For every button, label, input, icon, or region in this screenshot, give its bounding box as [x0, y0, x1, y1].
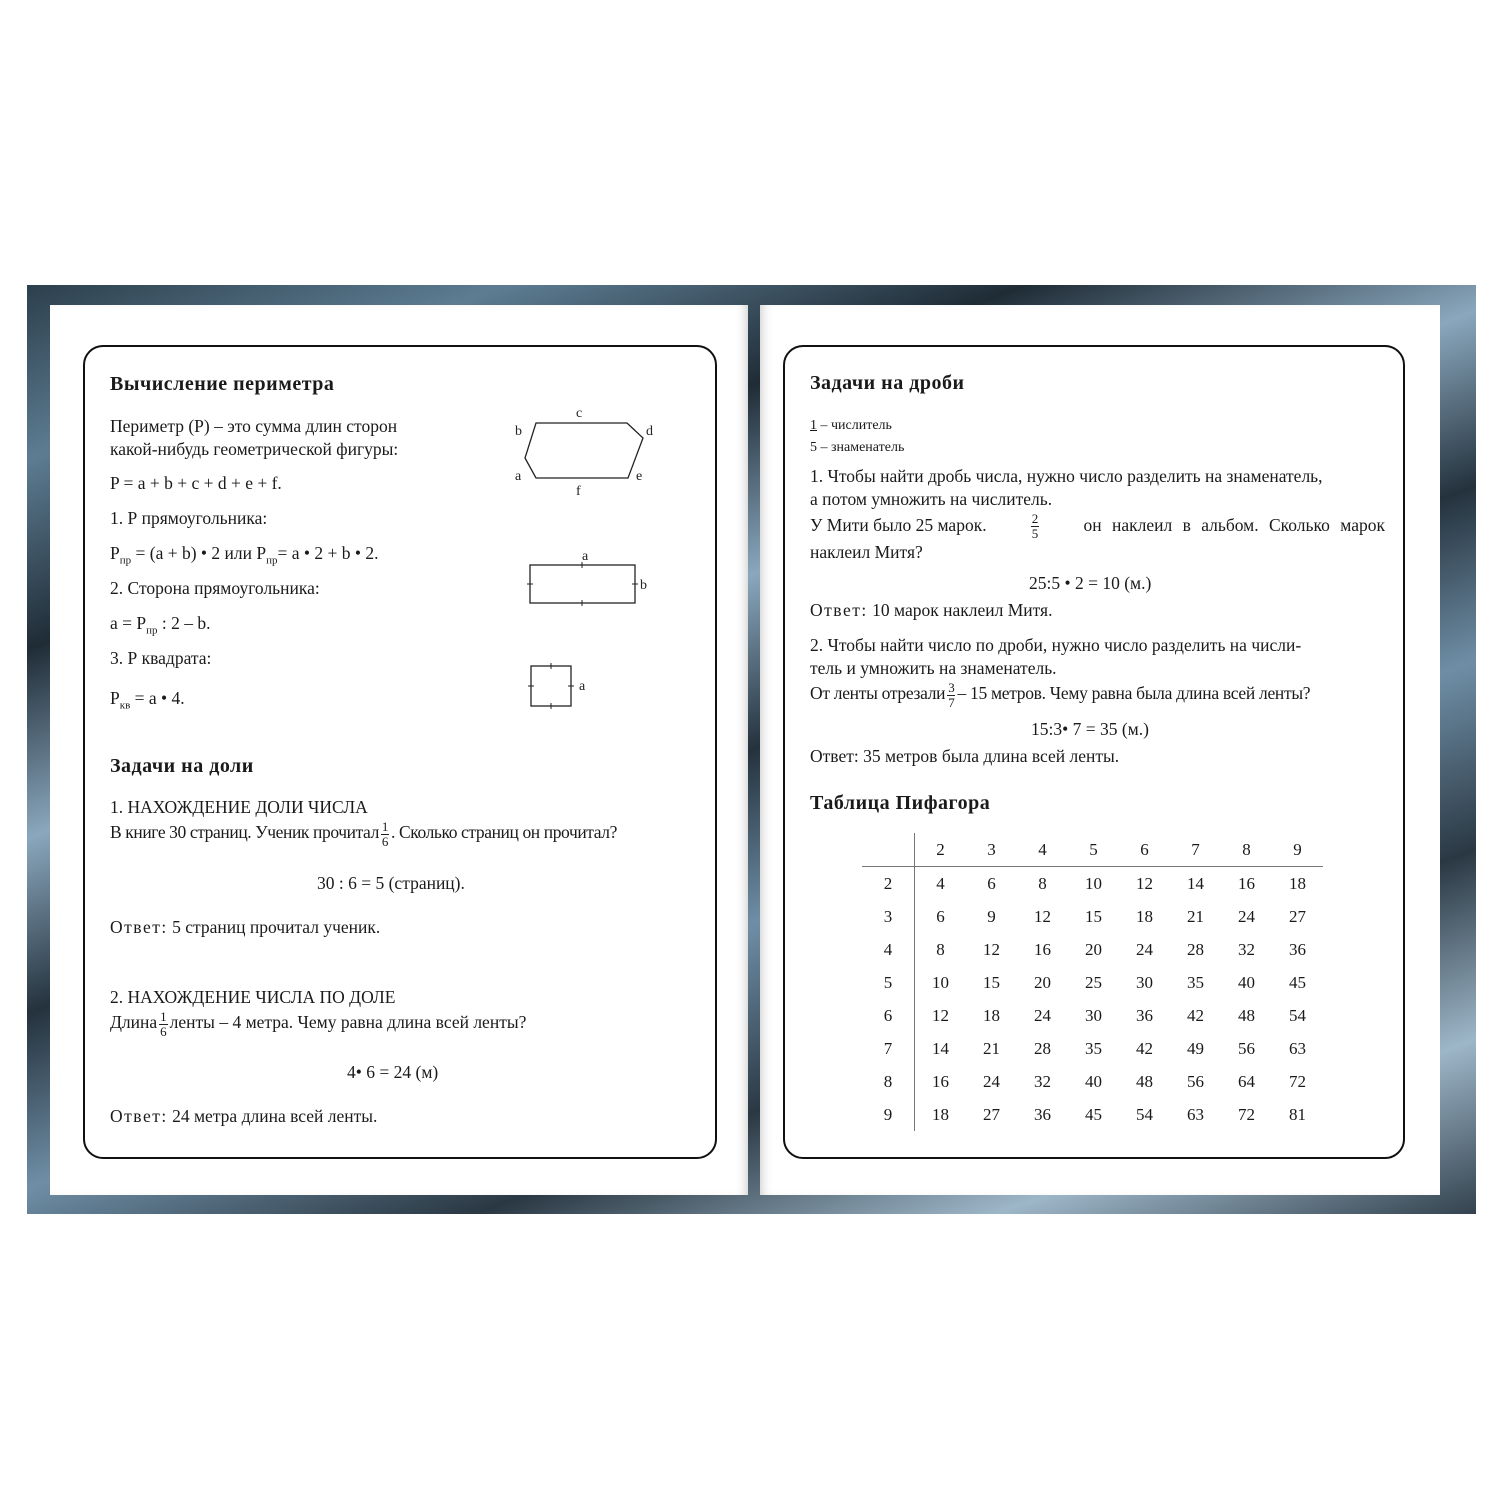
denominator: 5 [1031, 525, 1039, 541]
table-cell: 28 [1187, 939, 1204, 959]
pythagoras-title: Таблица Пифагора [810, 792, 991, 814]
denominator: 6 [160, 1023, 167, 1039]
task2-answer [110, 1108, 377, 1126]
column-header: 4 [1017, 833, 1068, 867]
table-cell: 42 [1136, 1038, 1153, 1058]
hex-label-d: d [646, 424, 653, 439]
table-cell: 14 [932, 1038, 949, 1058]
rect-label-b: b [640, 578, 647, 593]
table-cell: 56 [1187, 1071, 1204, 1091]
table-cell: 21 [1187, 906, 1204, 926]
table-cell: 30 [1136, 972, 1153, 992]
perimeter-title: Вычисление периметра [110, 373, 335, 395]
table-cell: 18 [1136, 906, 1153, 926]
geometry-diagrams [500, 400, 680, 720]
table-cell: 49 [1187, 1038, 1204, 1058]
table-cell: 10 [932, 972, 949, 992]
subscript: пр [146, 624, 158, 637]
table-cell: 27 [1289, 906, 1306, 926]
rule2-line2: тель и умножить на знаменатель. [810, 658, 1057, 678]
denominator: 5 [810, 440, 817, 455]
column-header: 8 [1221, 833, 1272, 867]
table-cell: 63 [1187, 1104, 1204, 1124]
hex-label-b: b [515, 424, 522, 439]
fraction-task1-answer [810, 602, 1052, 620]
text: P [110, 688, 120, 708]
task2-solution: 4• 6 = 24 (м) [347, 1062, 439, 1082]
table-row [862, 1065, 1323, 1098]
table-row [862, 999, 1323, 1032]
corner-cell [862, 833, 915, 867]
column-header: 6 [1119, 833, 1170, 867]
table-cell: 8 [1038, 873, 1047, 893]
subscript: пр [119, 554, 132, 567]
text: : 2 – b. [157, 613, 211, 633]
task1-heading: 1. НАХОЖДЕНИЕ ДОЛИ ЧИСЛА [110, 797, 368, 817]
square-perimeter-formula [110, 690, 185, 712]
table-cell: 45 [1085, 1104, 1102, 1124]
hex-label-c: c [576, 406, 583, 421]
table-cell: 6 [936, 906, 945, 926]
rect-side-formula [110, 615, 211, 637]
text: В книге 30 страниц. Ученик прочитал [110, 822, 379, 843]
table-cell: 15 [983, 972, 1000, 992]
row-header: 7 [862, 1032, 915, 1065]
shares-title: Задачи на доли [110, 755, 254, 777]
row-header: 5 [862, 966, 915, 999]
rect-perimeter-heading: 1. Р прямоугольника: [110, 508, 268, 528]
table-cell: 36 [1136, 1005, 1153, 1025]
answer-label: Ответ: [810, 600, 868, 620]
rule1-line1: 1. Чтобы найти дробь числа, нужно число разделить на знаменатель, [810, 466, 1323, 486]
table-cell: 8 [936, 939, 945, 959]
numerator: 1 [810, 418, 817, 433]
text: = (a + b) • 2 или P [131, 543, 267, 563]
table-cell: 24 [1034, 1005, 1051, 1025]
numerator: 1 [160, 1009, 167, 1024]
text: – числитель [817, 418, 892, 433]
square-perimeter-heading: 3. Р квадрата: [110, 648, 212, 668]
table-cell: 16 [1034, 939, 1051, 959]
table-cell: 12 [983, 939, 1000, 959]
fraction [159, 1010, 168, 1038]
table-cell: 40 [1085, 1071, 1102, 1091]
table-cell: 81 [1289, 1104, 1306, 1124]
table-cell: 20 [1034, 972, 1051, 992]
fraction [381, 820, 389, 848]
table-cell: 45 [1289, 972, 1306, 992]
table-cell: 24 [1238, 906, 1255, 926]
table-header-row [862, 833, 1323, 867]
table-cell: 32 [1238, 939, 1255, 959]
subscript: кв [119, 699, 131, 712]
table-cell: 35 [1085, 1038, 1102, 1058]
fractions-title: Задачи на дроби [810, 372, 965, 394]
fraction-task2-solution: 15:3• 7 = 35 (м.) [1031, 719, 1149, 739]
text: . Сколько страниц он прочитал? [391, 822, 617, 843]
table-row [862, 900, 1323, 933]
hex-label-e: e [636, 469, 643, 484]
table-cell: 15 [1085, 906, 1102, 926]
row-header: 9 [862, 1098, 915, 1131]
hex-label-f: f [576, 484, 581, 499]
table-cell: 24 [983, 1071, 1000, 1091]
text: От ленты отрезали [810, 683, 946, 704]
table-cell: 27 [983, 1104, 1000, 1124]
text: У Мити было 25 марок. [810, 515, 987, 536]
table-row [862, 867, 1323, 901]
text: P [110, 543, 120, 563]
table-cell: 14 [1187, 873, 1204, 893]
fraction-task2-answer: Ответ: 35 метров была длина всей ленты. [810, 746, 1120, 766]
column-header: 2 [915, 833, 967, 867]
text: a = P [110, 613, 147, 633]
column-header: 9 [1272, 833, 1323, 867]
table-cell: 54 [1136, 1104, 1153, 1124]
task1-answer [110, 919, 380, 937]
fraction [1031, 512, 1040, 540]
table-cell: 18 [1289, 873, 1306, 893]
table-cell: 12 [932, 1005, 949, 1025]
perimeter-def-line2: какой-нибудь геометрической фигуры: [110, 439, 399, 459]
column-header: 7 [1170, 833, 1221, 867]
rule1-line2: а потом умножить на числитель. [810, 489, 1053, 509]
denominator: 6 [381, 833, 389, 849]
text: 10 марок наклеил Митя. [867, 600, 1053, 620]
table-cell: 16 [932, 1071, 949, 1091]
perimeter-formula: P = a + b + c + d + e + f. [110, 473, 282, 493]
task1-line2: наклеил Митя? [810, 542, 923, 562]
hex-label-a: a [515, 469, 522, 484]
table-cell: 30 [1085, 1005, 1102, 1025]
table-cell: 4 [936, 873, 945, 893]
square-shape [531, 666, 571, 706]
subscript: пр [266, 554, 278, 567]
table-cell: 24 [1136, 939, 1153, 959]
table-row [862, 1032, 1323, 1065]
hexagon-shape [525, 423, 643, 478]
text: = a • 2 + b • 2. [277, 543, 379, 563]
text: он наклеил в альбом. Сколько марок [1083, 515, 1385, 536]
table-cell: 36 [1289, 939, 1306, 959]
table-cell: 42 [1187, 1005, 1204, 1025]
rect-perimeter-formula [110, 545, 379, 567]
numerator: 3 [948, 680, 955, 695]
rect-label-a: a [582, 549, 589, 564]
table-cell: 36 [1034, 1104, 1051, 1124]
task2-heading: 2. НАХОЖДЕНИЕ ЧИСЛА ПО ДОЛЕ [110, 987, 396, 1007]
table-cell: 28 [1034, 1038, 1051, 1058]
table-cell: 12 [1136, 873, 1153, 893]
table-cell: 9 [987, 906, 996, 926]
table-cell: 48 [1238, 1005, 1255, 1025]
task1-text [110, 820, 617, 848]
table-cell: 35 [1187, 972, 1204, 992]
numerator: 2 [1031, 511, 1039, 526]
row-header: 4 [862, 933, 915, 966]
table-cell: 16 [1238, 873, 1255, 893]
fraction-task1-solution: 25:5 • 2 = 10 (м.) [1029, 573, 1152, 593]
task1-line1 [810, 512, 1385, 540]
denominator: 7 [948, 694, 955, 710]
table-cell: 10 [1085, 873, 1102, 893]
text: Длина [110, 1012, 158, 1033]
table-cell: 72 [1289, 1071, 1306, 1091]
task2-line [810, 681, 1310, 709]
rule2-line1: 2. Чтобы найти число по дроби, нужно число разделить на числи- [810, 635, 1302, 655]
table-cell: 18 [932, 1104, 949, 1124]
table-cell: 18 [983, 1005, 1000, 1025]
table-cell: 25 [1085, 972, 1102, 992]
text: ленты – 4 метра. Чему равна длина всей ленты? [169, 1012, 527, 1033]
numerator-legend [810, 419, 892, 433]
numerator: 1 [381, 819, 389, 834]
table-cell: 21 [983, 1038, 1000, 1058]
table-cell: 56 [1238, 1038, 1255, 1058]
table-row [862, 966, 1323, 999]
answer-label: Ответ: [110, 917, 168, 937]
table-cell: 32 [1034, 1071, 1051, 1091]
text: 24 метра длина всей ленты. [167, 1106, 378, 1126]
table-cell: 63 [1289, 1038, 1306, 1058]
table-cell: 64 [1238, 1071, 1255, 1091]
table-cell: 72 [1238, 1104, 1255, 1124]
text: 5 страниц прочитал ученик. [167, 917, 381, 937]
rect-tick-marks [527, 562, 638, 606]
column-header: 3 [966, 833, 1017, 867]
perimeter-def-line1: Периметр (Р) – это сумма длин сторон [110, 416, 398, 436]
table-row [862, 1098, 1323, 1131]
table-cell: 48 [1136, 1071, 1153, 1091]
column-header: 5 [1068, 833, 1119, 867]
rect-side-heading: 2. Сторона прямоугольника: [110, 578, 320, 598]
table-cell: 6 [987, 873, 996, 893]
table-cell: 40 [1238, 972, 1255, 992]
fraction [947, 681, 955, 709]
table-row [862, 933, 1323, 966]
text: = a • 4. [130, 688, 185, 708]
answer-label: Ответ: [110, 1106, 168, 1126]
task2-text [110, 1010, 526, 1038]
table-cell: 12 [1034, 906, 1051, 926]
row-header: 2 [862, 867, 915, 901]
row-header: 8 [862, 1065, 915, 1098]
square-label-a: a [579, 679, 586, 694]
table-cell: 54 [1289, 1005, 1306, 1025]
pythagoras-table [862, 833, 1323, 1131]
rectangle-shape [530, 565, 635, 603]
text: – 15 метров. Чему равна была длина всей ленты? [957, 683, 1311, 704]
row-header: 3 [862, 900, 915, 933]
table-cell: 20 [1085, 939, 1102, 959]
text: – знаменатель [817, 440, 905, 455]
square-tick-marks [528, 663, 574, 709]
task1-solution: 30 : 6 = 5 (страниц). [317, 873, 465, 893]
denominator-legend [810, 441, 904, 455]
row-header: 6 [862, 999, 915, 1032]
